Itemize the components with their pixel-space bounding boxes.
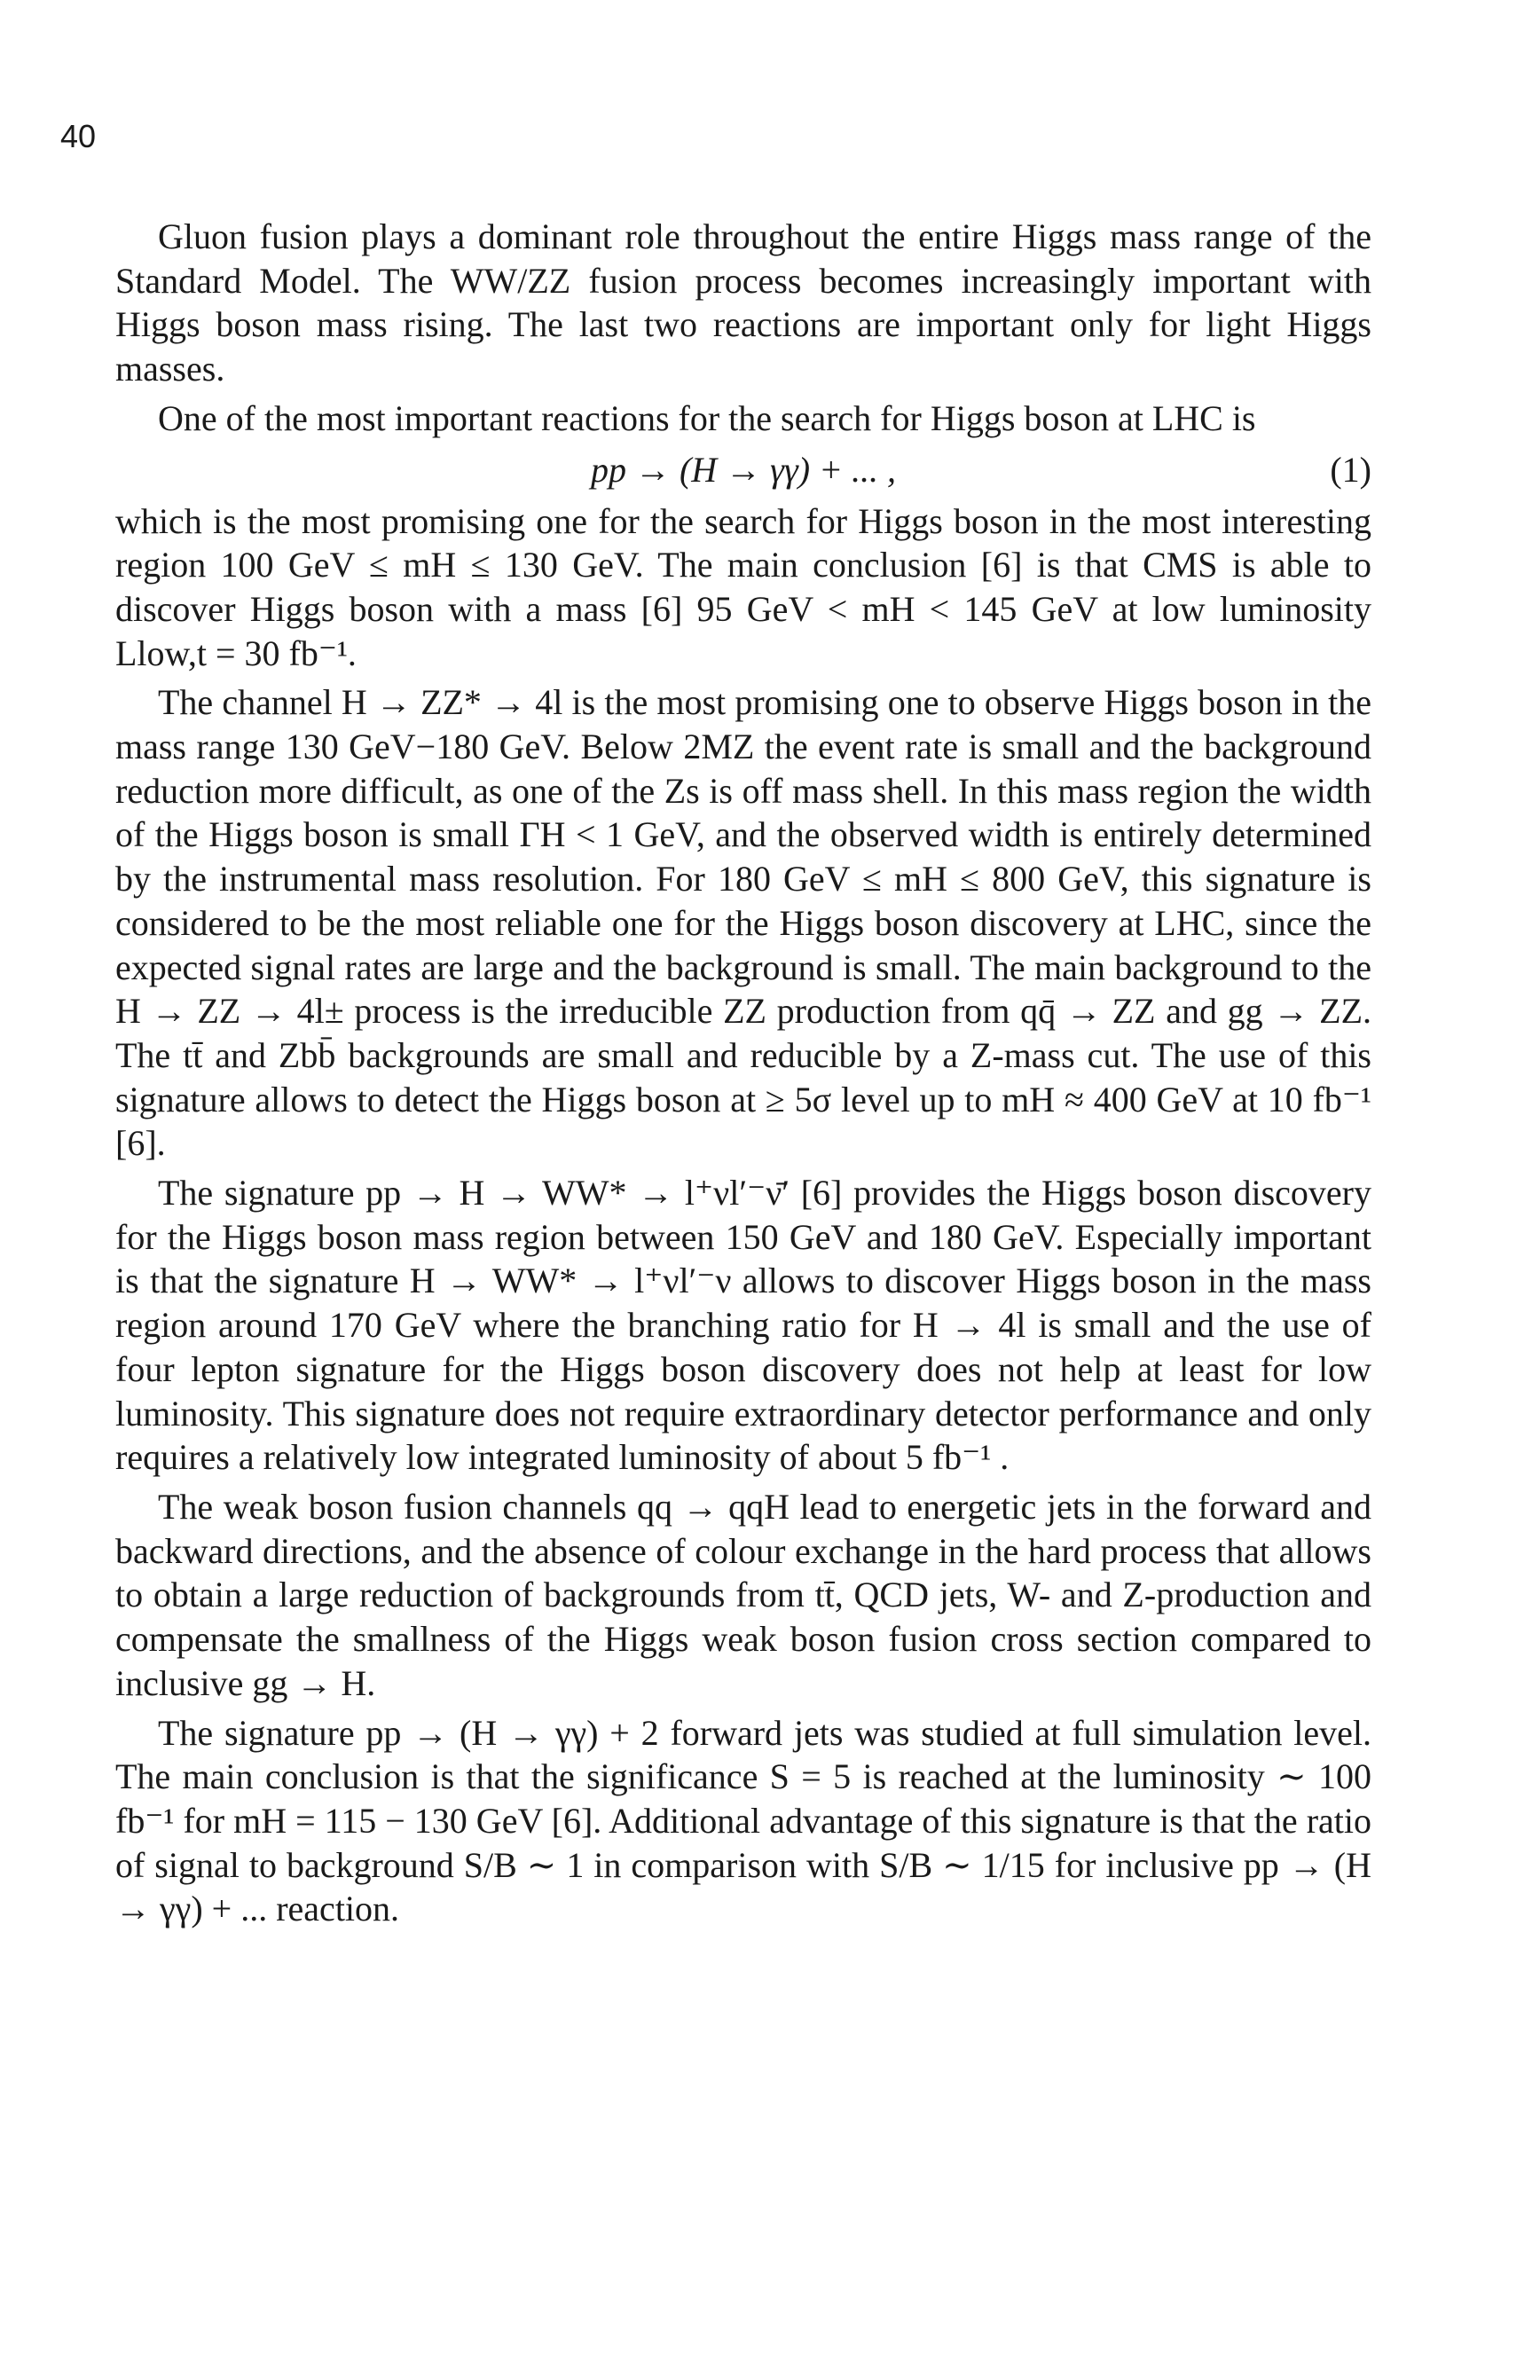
paragraph-zz-channel: The channel H → ZZ* → 4l is the most promising one to observe Higgs boson in the mass range 130 GeV−180 GeV. Below 2MZ the event rate is small and the background reduction more difficult, as one of the Zs is off mass shell. In this mass region the width of the Higgs boson is small ΓH < 1 GeV, and the observed width is entirely determined by the instrumental mass resolution. For 180 GeV ≤ mH ≤ 800 GeV, this signature is considered to be the most reliable one for the Higgs boson discovery at LHC, since the expected signal rates are large and the background is small. The main background to the H → ZZ → 4l± process is the irreducible ZZ production from qq̄ → ZZ and gg → ZZ. The tt̄ and Zbb̄ backgrounds are small and reducible by a Z-mass cut. The use of this signature allows to detect the Higgs boson at ≥ 5σ level up to mH ≈ 400 GeV at 10 fb⁻¹ [6]. (115, 682, 1371, 1164)
paragraph-promising-region: which is the most promising one for the search for Higgs boson in the most interesting region 100 GeV ≤ mH ≤ 130 GeV. The main conclusion [6] is that CMS is able to discover Higgs boson with a mass [6] 95 GeV < mH < 145 GeV at low luminosity Llow,t = 30 fb⁻¹. (115, 500, 1371, 673)
page-number: 40 (60, 118, 97, 154)
equation-number: (1) (1330, 449, 1371, 490)
paragraph-gluon-fusion: Gluon fusion plays a dominant role throughout the entire Higgs mass range of the Standard Model. The WW/ZZ fusion process becomes increasingly important with Higgs boson mass rising. The last two reactions are important only for light Higgs masses. (115, 216, 1371, 389)
body-text (115, 215, 1371, 1931)
paragraph-important-reactions: One of the most important reactions for the search for Higgs boson at LHC is (158, 397, 1256, 438)
paragraph-weak-boson-fusion: The weak boson fusion channels qq → qqH lead to energetic jets in the forward and backward directions, and the absence of colour exchange in the hard process that allows to obtain a large reduction of backgrounds from tt̄, QCD jets, W- and Z-production and compensate the smallness of the Higgs weak boson fusion cross section compared to inclusive gg → H. (115, 1486, 1371, 1703)
paragraph-ww-signature: The signature pp → H → WW* → l⁺νl′⁻ν̄′ [6] provides the Higgs boson discovery for the Higgs boson mass region between 150 GeV and 180 GeV. Especially important is that the signature H → WW* → l⁺νl′⁻ν allows to discover Higgs boson in the mass region around 170 GeV where the branching ratio for H → 4l is small and the use of four lepton signature for the Higgs boson discovery does not help at least for low luminosity. This signature does not require extraordinary detector performance and only requires a relatively low integrated luminosity of about 5 fb⁻¹ . (115, 1173, 1371, 1478)
equation-1 (115, 441, 1371, 499)
paragraph-forward-jets: The signature pp → (H → γγ) + 2 forward jets was studied at full simulation level. The main conclusion is that the significance S = 5 is reached at the luminosity ∼ 100 fb⁻¹ for mH = 115 − 130 GeV [6]. Additional advantage of this signature is that the ratio of signal to background S/B ∼ 1 in comparison with S/B ∼ 1/15 for inclusive pp → (H → γγ) + ... reaction. (115, 1712, 1371, 1929)
equation-body: pp → (H → γγ) + ... , (590, 449, 897, 490)
